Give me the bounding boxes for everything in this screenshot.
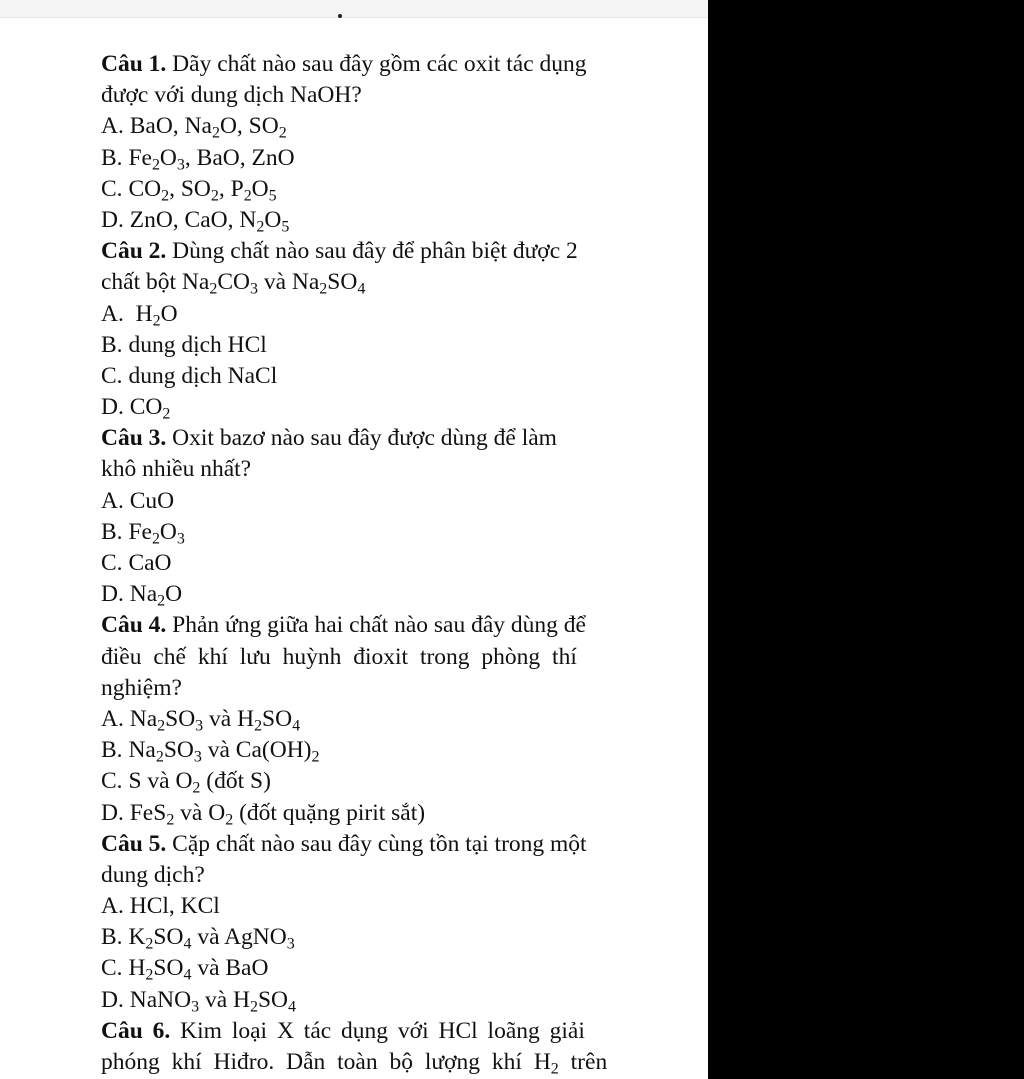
option-b: B. $Na_2SO_3$ và $Ca(OH)_2$ (101, 737, 320, 766)
question-label: Câu 4. (101, 612, 167, 639)
page-indicator-dot (338, 14, 342, 18)
option-a: A. $Na_2SO_3$ và $H_2SO_4$ (101, 705, 301, 735)
question-1: Câu 1. Dãy chất nào sau đây gồm các oxit tác dụng (101, 51, 587, 77)
option-d: D. ZnO, CaO, $N_2O_5$ (101, 206, 290, 236)
question-label: Câu 2. (101, 238, 167, 265)
quiz-content: Câu 1. Dãy chất nào sau đây gồm các oxit tác dụng được với dung dịch NaOH? A. BaO, $Na_2O$, $SO_2$ B. $Fe_2O_3$, BaO, ZnO C. $CO_2$, $SO_2$, $P_2O_5$ D. ZnO, CaO, $N_2O_5$ Câu 2. Dùng chất nào sau đây để phân biệt được 2 chất bột $Na_2CO_3$ và $Na_2SO_4$ A. $H_2O$ B. dung dịch HCl C. dung dịch NaCl D. $CO_2$ Câu 3. Oxit bazơ nào sau đây được dùng để làm khô nhiều nhất? A. CuO B. $Fe_2O_3$ C. CaO D. $Na_2O$ Câu 4. Phản ứng giữa hai chất nào sau đây dùng để điều chế khí lưu huỳnh đioxit trong phòng thí nghiệm? A. $Na_2SO_3$ và $H_2SO_4$ B. $Na_2SO_3$ và $Ca(OH)_2$ C. S và $O_2$ (đốt S) D. FeS$_2$ và $O_2$ (đốt quặng pirit sắt) Câu 5. Cặp chất nào sau đây cùng tồn tại trong một dung dịch? A. HCl, KCl B. $K_2SO_4$ và AgNO$_3$ C. $H_2SO_4$ và BaO D. NaNO$_3$ và $H_2SO_4$ Câu 6. Kim loại X tác dụng với HCl loãng giải phóng khí Hiđro. Dẫn toàn bộ lượng khí $H_2$ trên (101, 49, 626, 1078)
option-c: C. $CO_2$, $SO_2$, $P_2O_5$ (101, 175, 277, 205)
question-4: Câu 4. Phản ứng giữa hai chất nào sau đây dùng để (101, 612, 586, 639)
option-d: D. NaNO$_3$ và $H_2SO_4$ (101, 986, 296, 1016)
option-c: C. $H_2SO_4$ và BaO (101, 955, 269, 984)
option-d: D. $Na_2O$ (101, 581, 183, 610)
option-c: C. S và $O_2$ (đốt S) (101, 768, 271, 797)
question-label: Câu 1. (101, 51, 167, 77)
top-bar (0, 0, 708, 18)
question-label: Câu 3. (101, 425, 167, 452)
question-2: Câu 2. Dùng chất nào sau đây để phân biệt được 2 (101, 238, 578, 265)
question-6: Câu 6. Kim loại X tác dụng với HCl loãng giải (101, 1017, 585, 1044)
option-b: B. $Fe_2O_3$, BaO, ZnO (101, 144, 295, 174)
option-a: A. CuO (101, 487, 175, 514)
option-a: A. $H_2O$ (101, 300, 178, 329)
option-b: B. dung dịch HCl (101, 331, 267, 358)
option-d: D. FeS$_2$ và $O_2$ (đốt quặng pirit sắt) (101, 799, 426, 828)
option-c: C. CaO (101, 550, 172, 576)
option-d: D. $CO_2$ (101, 394, 171, 423)
question-5: Câu 5. Cặp chất nào sau đây cùng tồn tại trong một (101, 830, 587, 857)
black-side-panel (708, 0, 1024, 1079)
option-c: C. dung dịch NaCl (101, 362, 278, 389)
option-b: B. $K_2SO_4$ và AgNO$_3$ (101, 924, 295, 953)
question-label: Câu 6. (101, 1017, 171, 1044)
question-3: Câu 3. Oxit bazơ nào sau đây được dùng để làm (101, 425, 557, 452)
option-b: B. $Fe_2O_3$ (101, 518, 185, 548)
question-label: Câu 5. (101, 830, 167, 857)
option-a: A. BaO, $Na_2O$, $SO_2$ (101, 113, 287, 142)
option-a: A. HCl, KCl (101, 893, 220, 920)
